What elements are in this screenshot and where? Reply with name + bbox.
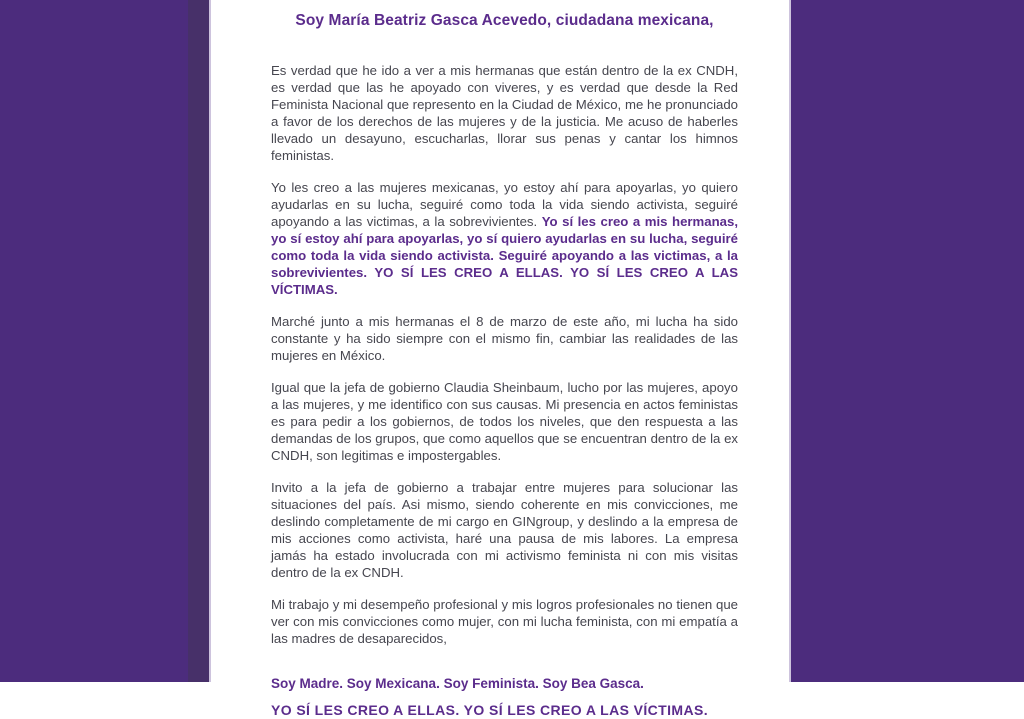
letter-paragraph-2-regular: Yo les creo a las mujeres mexicanas, yo estoy ahí para apoyarlas, yo quiero ayudarlas en su lucha, seguiré como toda la vida siendo activista, seguiré apoyando a las victimas, a la sobrevivientes.: [271, 180, 738, 229]
letter-paragraph-2-bold-statement: Yo sí les creo a mis hermanas, yo sí estoy ahí para apoyarlas, yo sí quiero ayudarlas en su lucha, seguiré como toda la vida siendo activista. Seguiré apoyando a las victimas, a la sobrevivientes. YO SÍ LES CREO A ELLAS. YO SÍ LES CREO A LAS VÍCTIMAS.: [271, 214, 738, 297]
signature-line-identity: Soy Madre. Soy Mexicana. Soy Feminista. Soy Bea Gasca.: [271, 676, 644, 691]
letter-document: [211, 0, 787, 718]
letter-paragraph-6: Mi trabajo y mi desempeño profesional y mis logros profesionales no tienen que ver con mis convicciones como mujer, con mi lucha feminista, con mi empatía a las madres de desaparecidos,: [271, 597, 738, 646]
letter-paragraph-1: Es verdad que he ido a ver a mis hermanas que están dentro de la ex CNDH, es verdad que las he apoyado con viveres, y es verdad que desde la Red Feminista Nacional que represento en la Ciudad de México, me he pronunciado a favor de los derechos de las mujeres y de la justicia. Me acuso de haberles llevado un desayuno, escucharlas, llorar sus penas y cantar los himnos feministas.: [271, 63, 738, 163]
letter-paragraph-2: [271, 179, 738, 298]
left-sidebar-inner-strip: [188, 0, 211, 682]
letter-paragraph-3: Marché junto a mis hermanas el 8 de marzo de este año, mi lucha ha sido constante y ha sido siempre con el mismo fin, cambiar las realidades de las mujeres en México.: [271, 314, 738, 363]
letter-paragraph-4: Igual que la jefa de gobierno Claudia Sheinbaum, lucho por las mujeres, apoyo a las mujeres, y me identifico con sus causas. Mi presencia en actos feministas es para pedir a los gobiernos, de todos los niveles, que den respuesta a las demandas de los grupos, que como aquellos que se encuentran dentro de la ex CNDH, son legitimas e impostergables.: [271, 380, 738, 463]
letter-content: [271, 0, 738, 719]
signature-line-slogan: YO SÍ LES CREO A ELLAS. YO SÍ LES CREO A LAS VÍCTIMAS.: [271, 702, 708, 718]
letter-title: Soy María Beatriz Gasca Acevedo, ciudadana mexicana,: [295, 12, 714, 29]
letter-paragraph-5: Invito a la jefa de gobierno a trabajar entre mujeres para solucionar las situaciones del país. Asi mismo, siendo coherente en mis convicciones, me deslindo completamente de mi cargo en GINgroup, y deslindo a la empresa de mis acciones como activista, haré una pausa de mis labores. La empresa jamás ha estado involucrada con mi activismo feminista ni con mis visitas dentro de la ex CNDH.: [271, 480, 738, 580]
left-purple-sidebar: [0, 0, 188, 682]
right-purple-sidebar: [789, 0, 1024, 682]
